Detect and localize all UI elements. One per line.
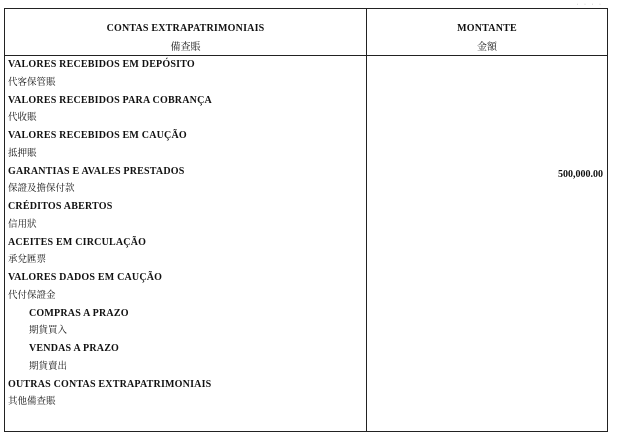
header-amount-zh: 金額 (477, 42, 497, 53)
row-other-zh: 其他備查賬 (8, 396, 56, 408)
row-collection-pt: VALORES RECEBIDOS PARA COBRANÇA (8, 94, 212, 106)
row-collection-zh: 代收賬 (8, 112, 37, 124)
header-accounts (5, 9, 366, 55)
row-deposit-pt: VALORES RECEBIDOS EM DEPÓSITO (8, 59, 195, 70)
amount-guarantees: 500,000.00 (558, 169, 603, 180)
row-deposit-zh: 代客保管賬 (8, 76, 56, 88)
row-credits-zh: 信用狀 (8, 218, 37, 230)
row-guarantees-zh: 保證及擔保付款 (8, 183, 75, 195)
row-pledge-given-pt: VALORES DADOS EM CAUÇÃO (8, 272, 163, 283)
row-acceptances-zh: 承兌匯票 (8, 254, 47, 266)
account-rows (5, 56, 366, 411)
row-forward-sales-pt: VENDAS A PRAZO (29, 343, 120, 354)
row-forward-purchases-pt: COMPRAS A PRAZO (29, 307, 129, 319)
row-guarantees-pt: GARANTIAS E AVALES PRESTADOS (8, 165, 185, 177)
row-pledge-received-pt: VALORES RECEBIDOS EM CAUÇÃO (8, 130, 187, 141)
header-amount (367, 9, 607, 55)
statement-table (4, 8, 608, 432)
row-credits-pt: CRÉDITOS ABERTOS (8, 201, 113, 212)
scan-artifact-dots: · · · · (576, 2, 603, 8)
header-amount-pt: MONTANTE (457, 23, 517, 34)
header-accounts-pt: CONTAS EXTRAPATRIMONIAIS (106, 23, 265, 34)
row-other-pt: OUTRAS CONTAS EXTRAPATRIMONIAIS (8, 378, 212, 390)
row-pledge-given-zh: 代付保證金 (8, 289, 56, 301)
row-pledge-received-zh: 抵押賬 (8, 147, 37, 159)
header-accounts-zh: 備查賬 (170, 42, 201, 53)
column-divider (366, 9, 367, 431)
row-forward-purchases-zh: 期貨買入 (29, 325, 68, 337)
row-forward-sales-zh: 期貨賣出 (29, 360, 68, 372)
row-acceptances-pt: ACEITES EM CIRCULAÇÃO (8, 236, 147, 248)
